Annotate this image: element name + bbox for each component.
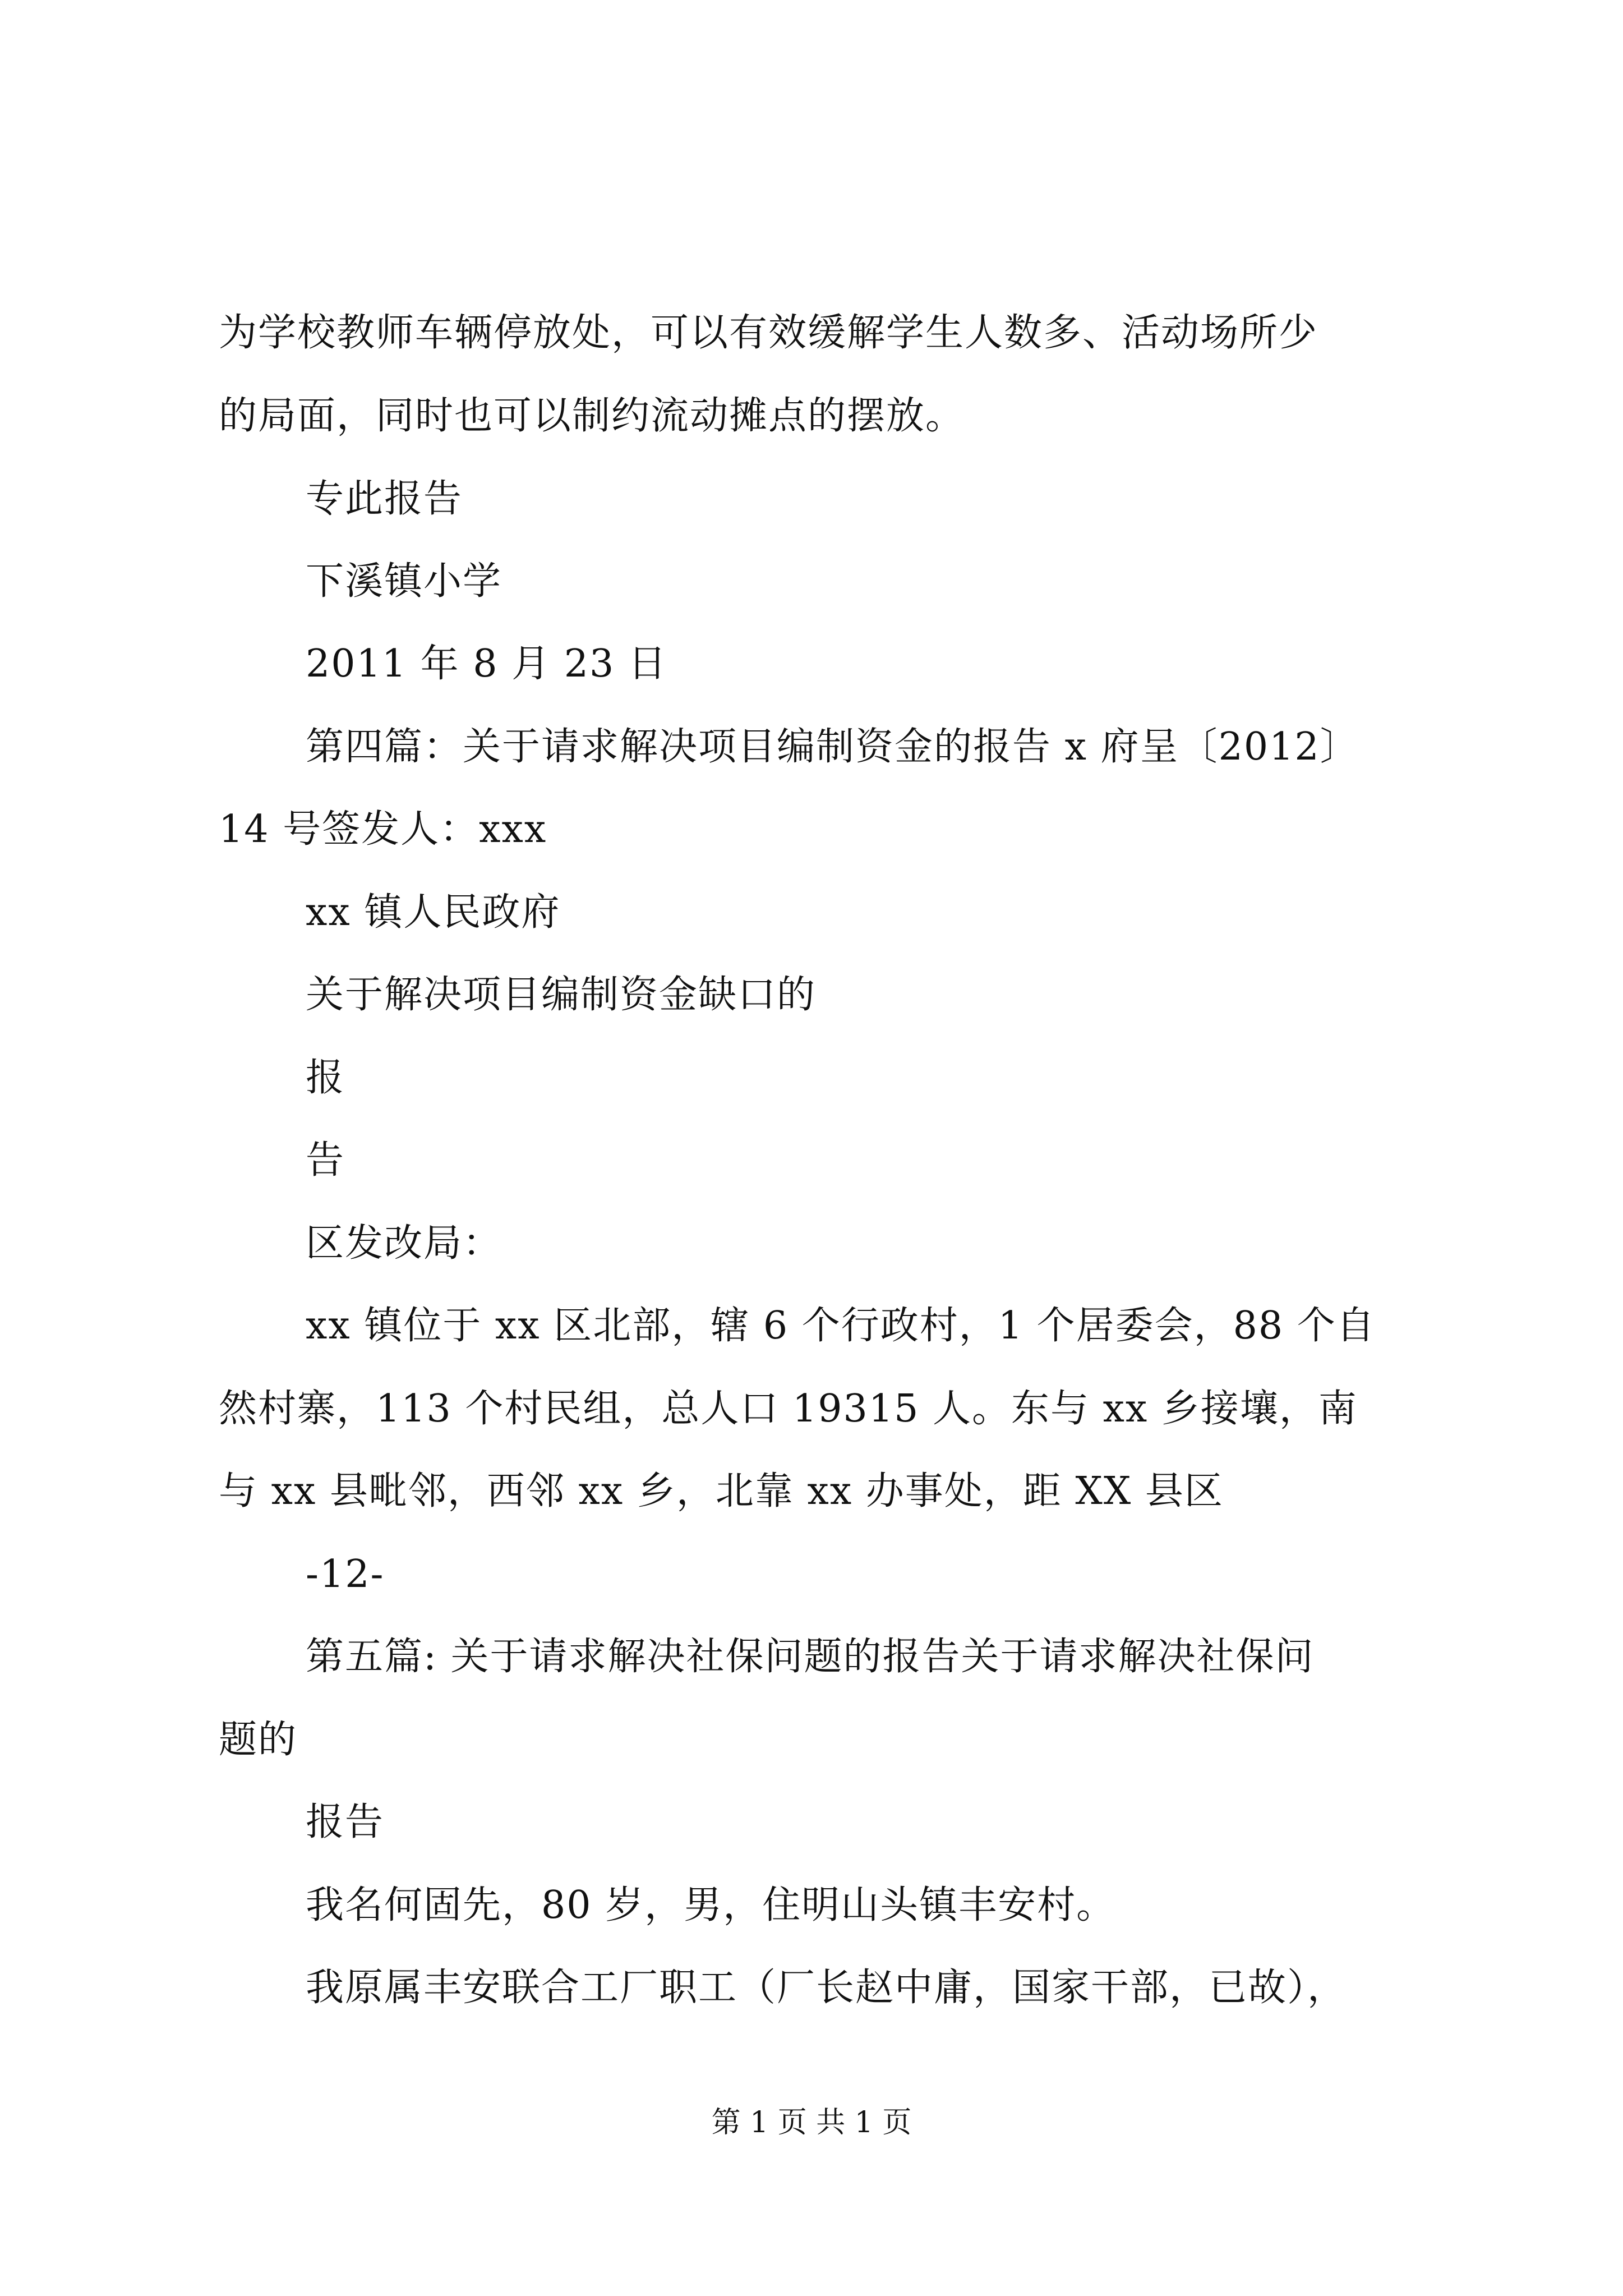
- body-text-line: 然村寨，113 个村民组，总人口 19315 人。东与 xx 乡接壤，南: [219, 1387, 1358, 1431]
- page-footer: 第 1 页 共 1 页: [711, 2106, 912, 2139]
- signature-org: 下溪镇小学: [306, 559, 502, 604]
- page-marker: -12-: [306, 1552, 385, 1596]
- body-text-line: 的局面，同时也可以制约流动摊点的摆放。: [219, 394, 965, 438]
- section-heading: 第五篇: 关于请求解决社保问题的报告关于请求解决社保问: [306, 1635, 1315, 1679]
- body-text-line: 我原属丰安联合工厂职工（厂长赵中庸，国家干部，已故），: [306, 1966, 1347, 2010]
- body-text-line: 告: [306, 1138, 345, 1182]
- body-text-line: xx 镇人民政府: [306, 890, 561, 935]
- addressee: 区发改局：: [306, 1221, 502, 1266]
- body-text-line: 我名何固先，80 岁，男，住明山头镇丰安村。: [306, 1883, 1116, 1927]
- body-text-line: 为学校教师车辆停放处，可以有效缓解学生人数多、活动场所少: [219, 311, 1318, 355]
- body-text-line: 与 xx 县毗邻，西邻 xx 乡，北靠 xx 办事处，距 XX 县区: [219, 1469, 1224, 1513]
- body-text-line: 专此报告: [306, 477, 463, 521]
- body-text-line: 报: [306, 1056, 345, 1100]
- body-text-line: 题的: [219, 1718, 298, 1762]
- body-text-line: 报告: [306, 1800, 385, 1844]
- body-text-line: 14 号签发人：xxx: [219, 807, 547, 852]
- signature-date: 2011 年 8 月 23 日: [306, 642, 667, 686]
- section-heading: 第四篇：关于请求解决项目编制资金的报告 x 府呈〔2012〕: [306, 725, 1359, 769]
- body-text-line: 关于解决项目编制资金缺口的: [306, 973, 817, 1017]
- body-text-line: xx 镇位于 xx 区北部，辖 6 个行政村，1 个居委会，88 个自: [306, 1304, 1376, 1348]
